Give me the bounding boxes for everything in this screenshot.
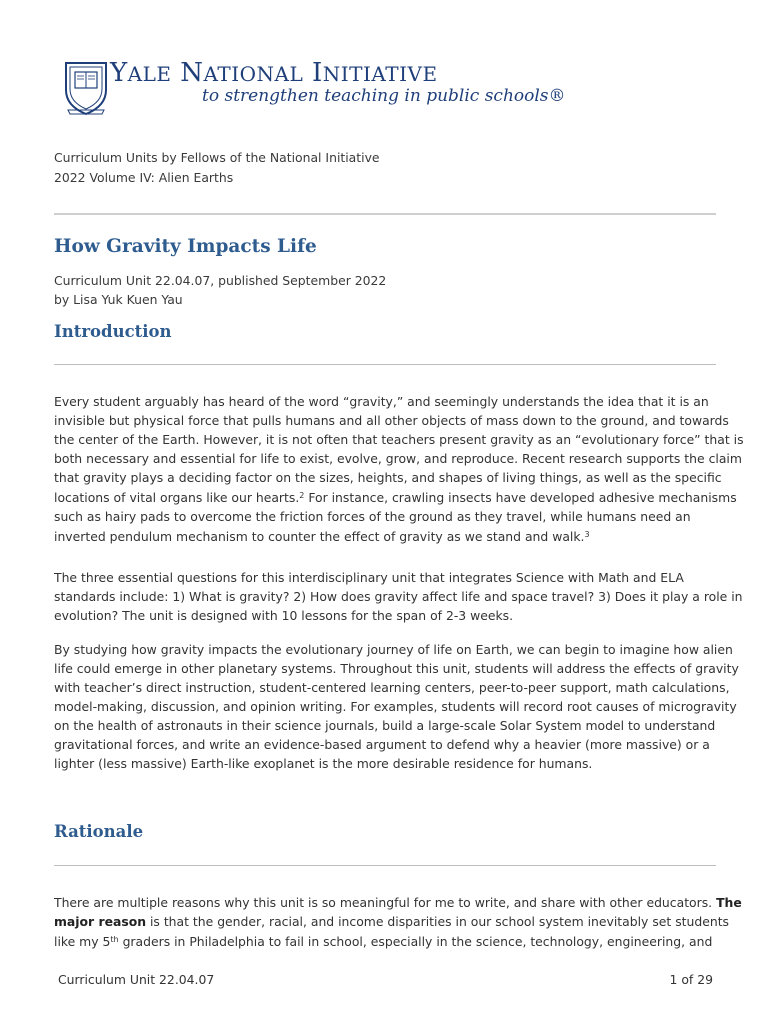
unit-title: How Gravity Impacts Life [54,236,317,257]
divider [54,865,716,866]
logo-title: YALE NATIONAL INITIATIVE [110,58,438,88]
footer-unit-id: Curriculum Unit 22.04.07 [58,972,215,987]
logo-tagline: to strengthen teaching in public schools® [202,86,566,106]
divider [54,213,716,215]
page-number: 1 of 29 [669,972,713,987]
author: by Lisa Yuk Kuen Yau [54,292,183,307]
introduction-heading: Introduction [54,322,172,341]
rationale-heading: Rationale [54,822,144,841]
intro-paragraph-1: Every student arguably has heard of the word “gravity,” and seemingly understands the idea that it is an invisible but physical force that pulls humans and all other objects of mass down to the ground, and towards the center of the Earth. However, it is not often that teachers present gravity as an “evolutionary force” that is both necessary and essential for life to exist, evolve, grow, and reproduce. Recent research supports the claim that gravity plays a deciding factor on the sizes, heights, and shapes of living things, as well as the specific locations of vital organs like our hearts.$^2$ For instance, crawling insects have developed adhesive mechanisms such as hairy pads to overcome the friction forces of the ground as they travel, while humans need an inverted pendulum mechanism to counter the effect of gravity as we stand and walk.$^3$ [54,394,744,544]
series-label: Curriculum Units by Fellows of the National Initiative [54,150,380,165]
intro-paragraph-2: The three essential questions for this interdisciplinary unit that integrates Science with Math and ELA standards include: 1) What is gravity? 2) How does gravity affect life and space travel? 3) Does it play a role in evolution? The unit is designed with 10 lessons for the span of 2-3 weeks. [54,570,743,623]
yale-national-initiative-logo[interactable] [62,58,566,120]
divider [54,364,716,365]
volume-label: 2022 Volume IV: Alien Earths [54,170,234,185]
intro-paragraph-3: By studying how gravity impacts the evolutionary journey of life on Earth, we can begin to imagine how alien life could emerge in other planetary systems. Throughout this unit, students will address the effects of gravity with teacher’s direct instruction, student-centered learning centers, peer-to-peer support, math calculations, model-making, discussion, and opinion writing. For examples, students will record root causes of microgravity on the health of astronauts in their science journals, build a large-scale Solar System model to understand gravitational forces, and write an evidence-based argument to defend why a heavier (more massive) or a lighter (less massive) Earth-like exoplanet is the more desirable residence for humans. [54,642,739,771]
footnote-2[interactable]: 2 [299,491,305,500]
yale-seal-icon [62,60,110,116]
footnote-3[interactable]: 3 [584,530,590,539]
publication-info: Curriculum Unit 22.04.07, published September 2022 [54,273,387,288]
rationale-paragraph: There are multiple reasons why this unit is so meaningful for me to write, and share with other educators. The major reason is that the gender, racial, and income disparities in our school system inevitably set students like my 5th graders in Philadelphia to fail in school, especially in the science, technology, engineering, and [54,895,742,949]
